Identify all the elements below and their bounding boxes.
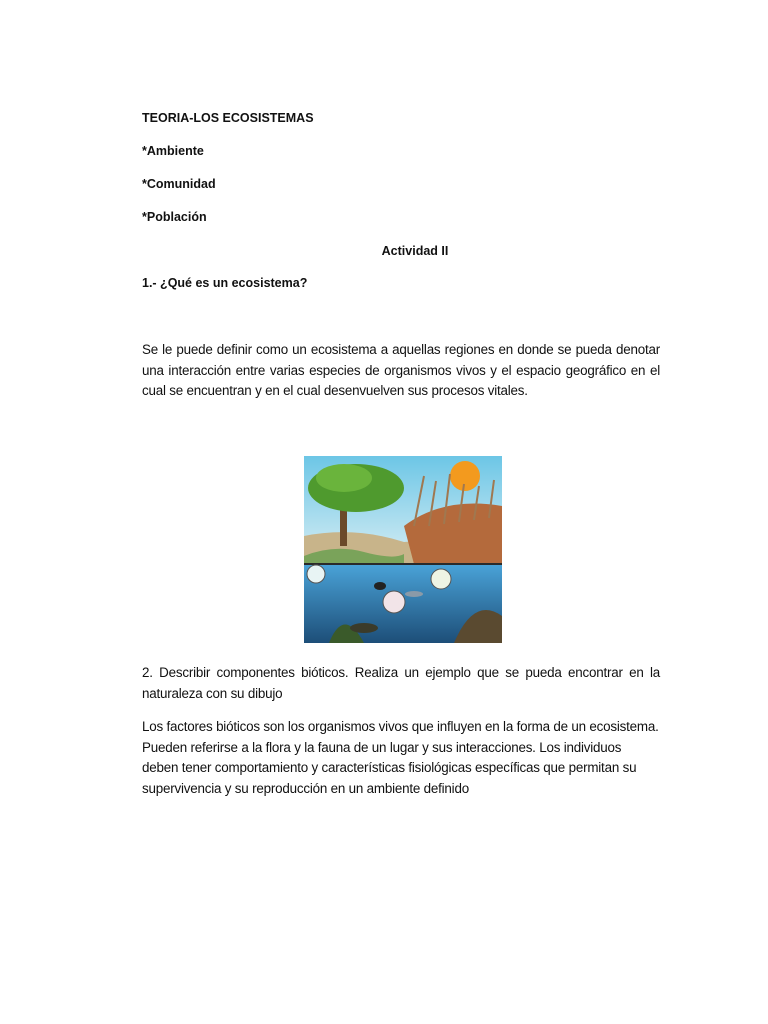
question-2: 2. Describir componentes bióticos. Realiza un ejemplo que se pueda encontrar en la naturaleza con su dibujo <box>142 665 660 701</box>
activity-title: Actividad II <box>381 244 449 258</box>
answer-2: Los factores bióticos son los organismos vivos que influyen en la forma de un ecosistema. Pueden referirse a la flora y la fauna de un lugar y sus interacciones. Los individuos deben tener comportamiento y características fisiológicas específicas que permitan su supervivencia y su reproducción en un ambiente definido <box>142 719 659 796</box>
answer-1: Se le puede definir como un ecosistema a aquellas regiones en donde se pueda denotar una interacción entre varias especies de organismos vivos y el espacio geográfico en el cual se encuentran y en el cual desenvuelven sus procesos vitales. <box>142 342 660 398</box>
question-1: 1.- ¿Qué es un ecosistema? <box>142 276 308 290</box>
list-item-ambiente: *Ambiente <box>142 144 204 158</box>
list-item-comunidad: *Comunidad <box>142 177 216 191</box>
ecosystem-illustration <box>304 456 502 643</box>
document-heading: TEORIA-LOS ECOSISTEMAS <box>142 111 314 125</box>
list-item-poblacion: *Población <box>142 210 207 224</box>
